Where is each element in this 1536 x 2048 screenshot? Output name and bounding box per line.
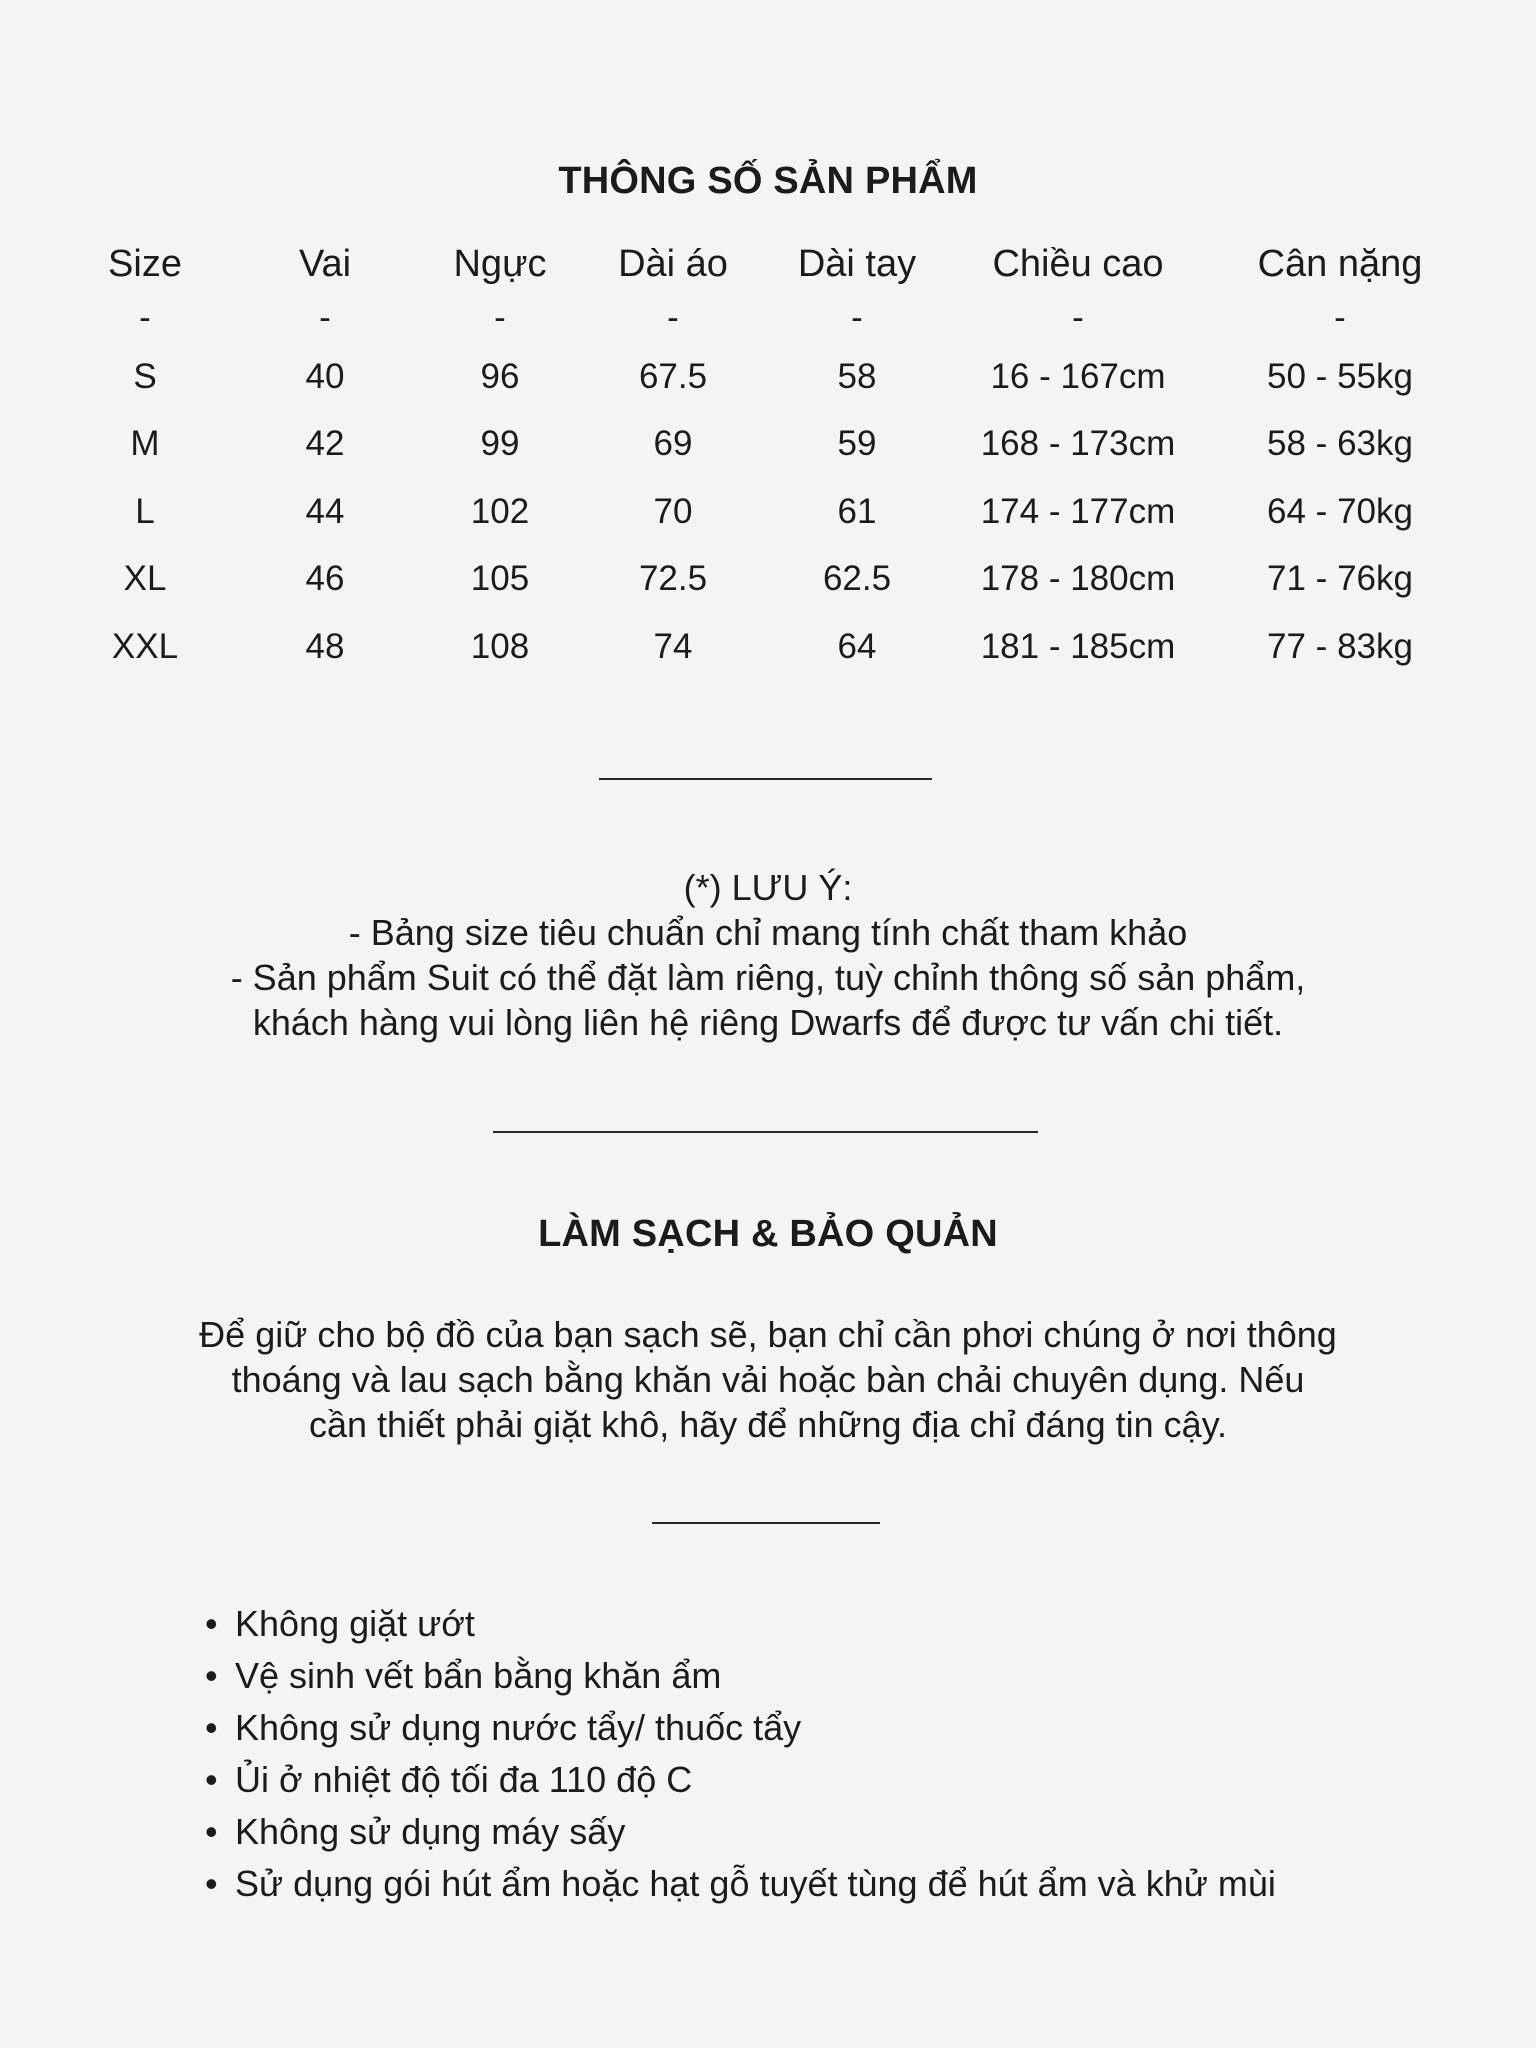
- shoulder-cell: 48: [305, 627, 345, 666]
- size-cell: M: [130, 424, 160, 463]
- weight-cell: 50 - 55kg: [1267, 357, 1413, 396]
- length-cell: 67.5: [638, 357, 708, 396]
- separator-dash: -: [494, 298, 506, 337]
- divider: [599, 778, 932, 780]
- care-instruction: Không sử dụng máy sấy: [235, 1811, 626, 1852]
- separator-dash: -: [139, 298, 151, 337]
- size-cell: L: [135, 492, 155, 531]
- care-instruction: Sử dụng gói hút ẩm hoặc hạt gỗ tuyết tùng để hút ẩm và khử mùi: [235, 1863, 1276, 1904]
- shoulder-cell: 40: [305, 357, 345, 396]
- length-cell: 74: [653, 627, 693, 666]
- chest-cell: 96: [480, 357, 520, 396]
- size-note: [0, 865, 1536, 1045]
- care-paragraph-line: thoáng và lau sạch bằng khăn vải hoặc bàn chải chuyên dụng. Nếu: [231, 1359, 1305, 1400]
- care-instruction: Vệ sinh vết bẩn bằng khăn ẩm: [235, 1655, 722, 1696]
- divider: [652, 1522, 880, 1524]
- note-line: - Bảng size tiêu chuẩn chỉ mang tính chất tham khảo: [348, 912, 1188, 953]
- care-instruction: Không giặt ướt: [235, 1603, 475, 1644]
- note-heading: (*) LƯU Ý:: [683, 867, 853, 908]
- height-cell: 181 - 185cm: [980, 627, 1176, 666]
- chest-cell: 108: [470, 627, 530, 666]
- weight-cell: 58 - 63kg: [1267, 424, 1413, 463]
- note-line: - Sản phẩm Suit có thể đặt làm riêng, tuỳ chỉnh thông số sản phẩm,: [230, 957, 1306, 998]
- weight-cell: 64 - 70kg: [1267, 492, 1413, 531]
- bullet-icon: •: [205, 1707, 218, 1748]
- shoulder-cell: 44: [305, 492, 345, 531]
- size-cell: S: [133, 357, 157, 396]
- size-cell: XXL: [111, 627, 179, 666]
- bullet-icon: •: [205, 1863, 218, 1904]
- separator-dash: -: [851, 298, 863, 337]
- care-paragraph-line: cần thiết phải giặt khô, hãy để những địa chỉ đáng tin cậy.: [308, 1404, 1228, 1445]
- col-header-weight: Cân nặng: [1257, 243, 1423, 285]
- col-header-chest: Ngực: [453, 243, 547, 285]
- list-item: [205, 1598, 1276, 1650]
- height-cell: 168 - 173cm: [980, 424, 1176, 463]
- height-cell: 16 - 167cm: [990, 357, 1166, 396]
- care-instruction: Không sử dụng nước tẩy/ thuốc tẩy: [235, 1707, 802, 1748]
- separator-dash: -: [667, 298, 679, 337]
- col-header-length: Dài áo: [618, 243, 728, 285]
- care-paragraph-line: Để giữ cho bộ đồ của bạn sạch sẽ, bạn chỉ cần phơi chúng ở nơi thông: [199, 1314, 1337, 1355]
- bullet-icon: •: [205, 1811, 218, 1852]
- care-paragraph: [0, 1312, 1536, 1447]
- bullet-icon: •: [205, 1655, 218, 1696]
- length-cell: 70: [653, 492, 693, 531]
- list-item: [205, 1858, 1276, 1910]
- list-item: [205, 1806, 1276, 1858]
- col-header-sleeve: Dài tay: [797, 243, 917, 285]
- sleeve-cell: 58: [837, 357, 877, 396]
- care-instruction: Ủi ở nhiệt độ tối đa 110 độ C: [235, 1759, 693, 1800]
- bullet-icon: •: [205, 1759, 218, 1800]
- separator-dash: -: [1072, 298, 1084, 337]
- col-header-height: Chiều cao: [992, 243, 1164, 285]
- note-line: khách hàng vui lòng liên hệ riêng Dwarfs để được tư vấn chi tiết.: [252, 1002, 1284, 1043]
- care-title: LÀM SẠCH & BẢO QUẢN: [538, 1213, 998, 1255]
- chest-cell: 102: [470, 492, 530, 531]
- spec-title: THÔNG SỐ SẢN PHẨM: [558, 160, 978, 202]
- chest-cell: 105: [470, 559, 530, 598]
- col-header-shoulder: Vai: [298, 243, 352, 285]
- list-item: [205, 1650, 1276, 1702]
- col-header-size: Size: [108, 243, 182, 285]
- sleeve-cell: 64: [837, 627, 877, 666]
- sleeve-cell: 59: [837, 424, 877, 463]
- sleeve-cell: 62.5: [822, 559, 892, 598]
- divider: [493, 1131, 1038, 1133]
- list-item: [205, 1754, 1276, 1806]
- weight-cell: 77 - 83kg: [1267, 627, 1413, 666]
- length-cell: 69: [653, 424, 693, 463]
- separator-dash: -: [1334, 298, 1346, 337]
- length-cell: 72.5: [638, 559, 708, 598]
- shoulder-cell: 46: [305, 559, 345, 598]
- size-cell: XL: [123, 559, 167, 598]
- weight-cell: 71 - 76kg: [1267, 559, 1413, 598]
- list-item: [205, 1702, 1276, 1754]
- height-cell: 178 - 180cm: [980, 559, 1176, 598]
- bullet-icon: •: [205, 1603, 218, 1644]
- shoulder-cell: 42: [305, 424, 345, 463]
- sleeve-cell: 61: [837, 492, 877, 531]
- height-cell: 174 - 177cm: [980, 492, 1176, 531]
- care-instructions-list: [205, 1598, 1276, 1910]
- chest-cell: 99: [480, 424, 520, 463]
- separator-dash: -: [319, 298, 331, 337]
